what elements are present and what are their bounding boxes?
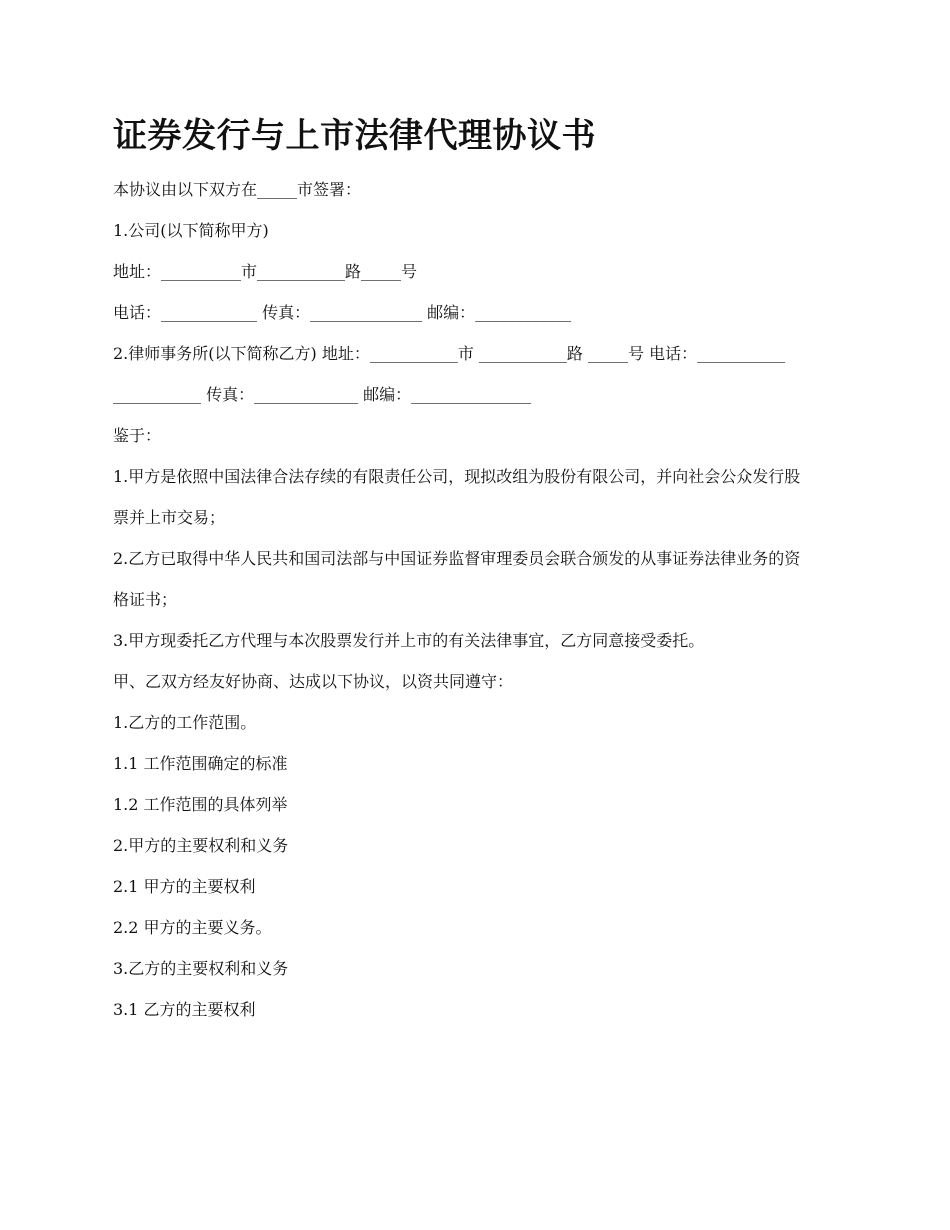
paragraph-whereas: 鉴于： [113,426,162,445]
paragraph-party-a: 1.公司(以下简称甲方) [113,221,269,240]
section-item-2-2: 2.2 甲方的主要义务。 [113,918,272,937]
section-heading-2: 2.甲方的主要权利和义务 [113,836,289,855]
document-body [113,178,838,1039]
section-item-1-1: 1.1 工作范围确定的标准 [113,754,288,773]
section-item-3-1: 3.1 乙方的主要权利 [113,1000,256,1019]
paragraph-party-a-address: 地址：__________市___________路_____号 [113,262,418,281]
paragraph-agreement-intro: 甲、乙双方经友好协商、达成以下协议，以资共同遵守： [113,672,514,691]
paragraph-whereas-1: 1.甲方是依照中国法律合法存续的有限责任公司，现拟改组为股份有限公司，并向社会公众发行股 [113,467,801,486]
document-title: 证券发行与上市法律代理协议书 [113,116,596,156]
paragraph-party-a-contact: 电话：____________ 传真：______________ 邮编：____________ [113,303,572,322]
section-item-1-2: 1.2 工作范围的具体列举 [113,795,288,814]
paragraph-whereas-3: 3.甲方现委托乙方代理与本次股票发行并上市的有关法律事宜，乙方同意接受委托。 [113,631,705,650]
section-item-2-1: 2.1 甲方的主要权利 [113,877,256,896]
section-heading-1: 1.乙方的工作范围。 [113,713,257,732]
paragraph-whereas-1-cont: 票并上市交易； [113,508,226,527]
paragraph-party-b-contact: ___________ 传真：_____________ 邮编：_______________ [113,385,532,404]
section-heading-3: 3.乙方的主要权利和义务 [113,959,289,978]
paragraph-signing-place: 本协议由以下双方在_____市签署： [113,180,362,199]
paragraph-party-b: 2.律师事务所(以下简称乙方) 地址：___________市 ___________路 _____号 电话：___________ [113,344,786,363]
paragraph-whereas-2: 2.乙方已取得中华人民共和国司法部与中国证券监督审理委员会联合颁发的从事证券法律业务的资 [113,549,801,568]
paragraph-whereas-2-cont: 格证书； [113,590,178,609]
